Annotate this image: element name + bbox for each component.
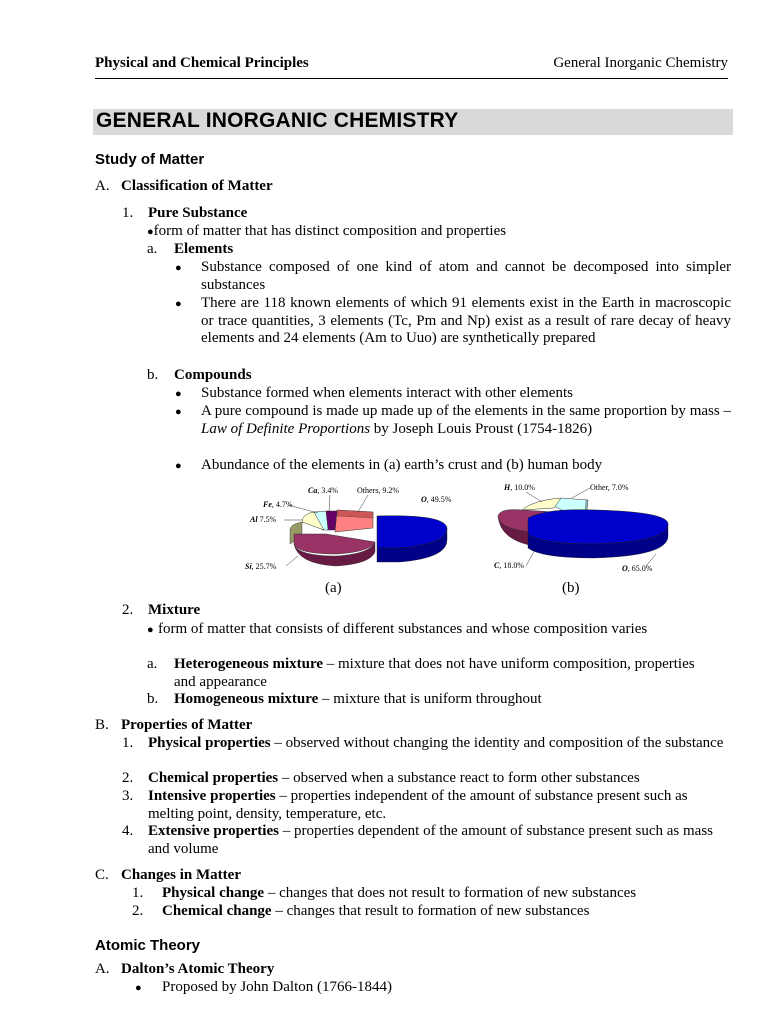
bullet-icon: ● [175,262,182,274]
chemical-change-desc: – changes that result to formation of new substances [271,903,590,919]
compounds-b2-text: A pure compound is made up made up of the elements in the same proportion by mass – [201,403,731,419]
item-letter-a-atomic: A. [95,961,110,977]
bullet-icon: ● [175,298,182,310]
header-left: Physical and Chemical Principles [95,55,309,71]
section-heading-study-of-matter: Study of Matter [95,151,205,168]
pie-chart-earth-crust [240,478,470,578]
heading-changes-in-matter: Changes in Matter [121,867,241,883]
heterogeneous-desc: – mixture that does not have uniform composition, properties and appearance [174,656,695,690]
physical-change [162,885,636,902]
svg-text:Si, 25.7%: Si, 25.7% [245,562,277,571]
bullet-icon: ● [175,406,182,418]
pure-substance-desc: form of matter that has distinct composition and properties [153,223,507,239]
intensive-properties-label: Intensive properties [148,788,276,804]
item-letter-b-mixture: b. [147,691,159,707]
dalton-bullet-1: Proposed by John Dalton (1766-1844) [162,979,392,995]
heading-daltons-atomic-theory: Dalton’s Atomic Theory [121,961,275,977]
heading-compounds: Compounds [174,367,252,383]
change-num-2: 2. [132,903,144,919]
svg-text:O, 65.0%: O, 65.0% [622,564,653,573]
item-num-2: 2. [122,602,134,618]
chart-caption-a: (a) [325,580,342,596]
mixture-desc [158,621,698,639]
elements-bullet-2: There are 118 known elements of which 91 elements exist in the Earth in macroscopic or trace quantities, 3 elements (Tc, Pm and Np) exist as a result of rare decay of heavy elements and 24 elements (Am to Uuo) are synthetically prepared [201,295,731,346]
page-title: GENERAL INORGANIC CHEMISTRY [96,109,459,132]
slice-si [294,534,375,554]
svg-text:Fe, 4.7%: Fe, 4.7% [263,500,293,509]
item-letter-c: C. [95,867,109,883]
compounds-bullet-2 [201,403,731,438]
homogeneous-desc: – mixture that is uniform throughout [318,691,542,707]
bullet-icon: ● [175,460,182,472]
svg-text:H, 10.0%: H, 10.0% [504,483,535,492]
prop-num-1: 1. [122,735,134,751]
homogeneous-label: Homogeneous mixture [174,691,319,707]
physical-properties [148,735,731,753]
law-definite-proportions: Law of Definite Proportions [201,420,371,437]
prop-num-4: 4. [122,823,134,839]
bullet-icon: ● [175,388,182,400]
svg-text:Others, 9.2%: Others, 9.2% [357,486,399,495]
heading-pure-substance: Pure Substance [148,205,248,221]
chemical-properties-label: Chemical properties [148,770,279,786]
compounds-bullet-3: Abundance of the elements in (a) earth’s crust and (b) human body [201,457,603,473]
item-letter-a: A. [95,178,110,194]
pie-chart-human-body [486,478,686,578]
change-num-1: 1. [132,885,144,901]
physical-properties-desc: – observed without changing the identity and composition of the substance [270,735,724,751]
heading-elements: Elements [174,241,234,257]
bullet-icon: ● [135,982,142,994]
slice-h [522,498,561,510]
extensive-properties-desc: – properties dependent of the amount of substance present such as mass and volume [148,823,714,857]
heading-mixture: Mixture [148,602,201,618]
compounds-bullet-1: Substance formed when elements interact with other elements [201,385,573,401]
extensive-properties-label: Extensive properties [148,823,279,839]
header-right: General Inorganic Chemistry [553,55,728,71]
compounds-b2-text-end: by Joseph Louis Proust (1754-1826) [370,420,593,437]
physical-change-label: Physical change [162,885,265,901]
item-letter-b: B. [95,717,109,733]
intensive-properties [148,788,731,823]
svg-text:Ca, 3.4%: Ca, 3.4% [308,486,339,495]
chemical-change-label: Chemical change [162,903,272,919]
heterogeneous-label: Heterogeneous mixture [174,656,323,672]
prop-num-2: 2. [122,770,134,786]
prop-num-3: 3. [122,788,134,804]
heading-classification-of-matter: Classification of Matter [121,178,273,194]
item-num-1: 1. [122,205,134,221]
item-letter-a-lower: a. [147,241,158,257]
svg-text:C, 18.0%: C, 18.0% [494,561,525,570]
svg-text:Other, 7.0%: Other, 7.0% [590,483,629,492]
physical-properties-label: Physical properties [148,735,271,751]
intensive-properties-desc: – properties independent of the amount of substance present such as melting point, density, temperature, etc. [148,788,688,822]
item-letter-b-lower: b. [147,367,159,383]
mixture-desc-text: form of matter that consists of different substances and whose composition varies [158,621,648,637]
chart-caption-b: (b) [562,580,580,596]
bullet-icon: ● [147,226,154,238]
extensive-properties [148,823,731,858]
heading-properties-of-matter: Properties of Matter [121,717,253,733]
svg-text:Al 7.5%: Al 7.5% [250,515,277,524]
chemical-properties-desc: – observed when a substance react to form other substances [278,770,640,786]
elements-bullet-1: Substance composed of one kind of atom and cannot be decomposed into simpler substances [201,259,731,293]
physical-change-desc: – changes that does not result to formation of new substances [264,885,637,901]
header-rule [95,78,728,79]
homogeneous-mixture [174,691,542,708]
item-letter-a-mixture: a. [147,656,158,672]
chemical-change [162,903,589,920]
chemical-properties [148,770,640,787]
svg-text:O, 49.5%: O, 49.5% [421,495,452,504]
section-heading-atomic-theory: Atomic Theory [95,937,201,954]
bullet-icon: ● [147,624,154,636]
heterogeneous-mixture [174,656,719,691]
